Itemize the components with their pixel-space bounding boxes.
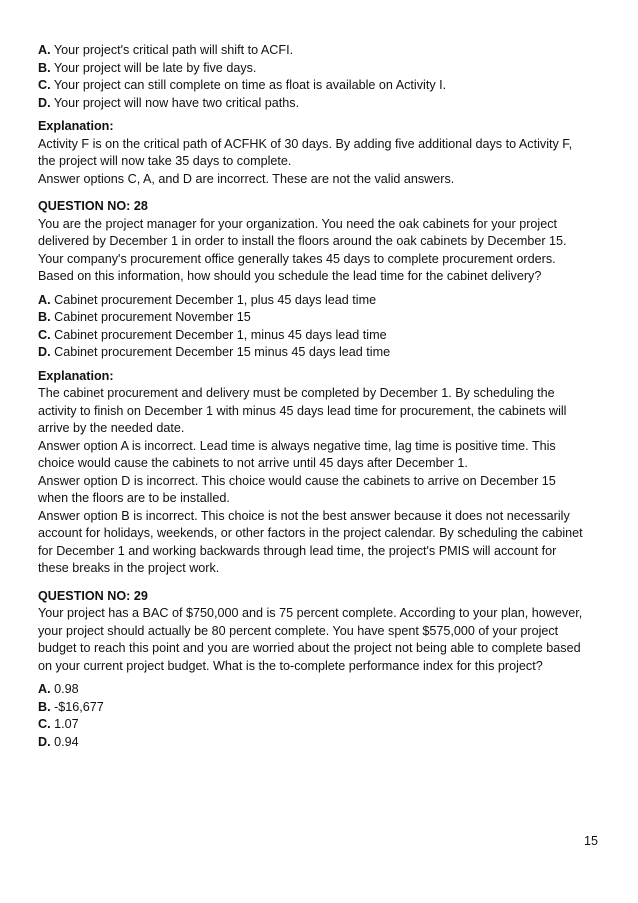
option-d: D. Cabinet procurement December 15 minus 45 days lead time: [38, 345, 391, 359]
option-a: A. Your project's critical path will shift to ACFI.: [38, 43, 294, 57]
question-title: QUESTION NO: 28: [38, 199, 148, 213]
option-a: A. Cabinet procurement December 1, plus 45 days lead time: [38, 292, 377, 307]
page-number: 15: [583, 834, 598, 848]
question-title: QUESTION NO: 29: [38, 588, 148, 603]
answer-options: [38, 681, 600, 751]
explanation-heading: Explanation:: [38, 119, 114, 133]
option-c: C. Your project can still complete on time as float is available on Activity I.: [38, 78, 447, 92]
explanation-text: The cabinet procurement and delivery must be completed by December 1. By scheduling the activity to finish on December 1 with minus 45 days lead time for procurement, the cabinets will arrive by the needed date. Answer option A is incorrect. Lead time is always negative time, lag time is positive time. This choice would cause the cabinets to not arrive until 45 days after December 1. Answer option D is incorrect. This choice would cause the cabinets to arrive on December 15 when the floors are to be installed. Answer option B is incorrect. This choice is not the best answer because it does not necessarily account for holidays, weekends, or other factors in the project calendar. By scheduling the cabinet for December 1 and working backwards through lead time, the project's PMIS will account for these breaks in the project work.: [38, 386, 583, 575]
option-a: A. 0.98: [38, 682, 79, 696]
option-d: D. Your project will now have two critical paths.: [38, 95, 300, 110]
explanation-text: Activity F is on the critical path of ACFHK of 30 days. By adding five additional days to Activity F, the project will now take 35 days to complete. Answer options C, A, and D are incorrect. These are not the valid answers.: [38, 136, 573, 186]
answer-options: [38, 292, 600, 362]
option-b: B. -$16,677: [38, 699, 104, 714]
option-c: C. Cabinet procurement December 1, minus 45 days lead time: [38, 327, 387, 342]
prev-question-options: [38, 42, 600, 112]
option-b: B. Your project will be late by five days.: [38, 60, 257, 75]
question-body: You are the project manager for your organization. You need the oak cabinets for your project delivered by December 1 in order to install the floors around the oak cabinets by December 15. Your company's procurement office generally takes 45 days to complete procurement orders. Based on this information, how should you schedule the lead time for the cabinet delivery?: [38, 216, 567, 283]
option-d: D. 0.94: [38, 734, 79, 749]
option-b: B. Cabinet procurement November 15: [38, 310, 251, 324]
explanation-heading: Explanation:: [38, 368, 114, 383]
option-c: C. 1.07: [38, 717, 79, 731]
question-body: Your project has a BAC of $750,000 and is 75 percent complete. According to your plan, however, your project should actually be 80 percent complete. You have spent $575,000 of your project budget to reach this point and you are worried about the project not being able to complete based on your current project budget. What is the to-complete performance index for this project?: [38, 606, 583, 673]
